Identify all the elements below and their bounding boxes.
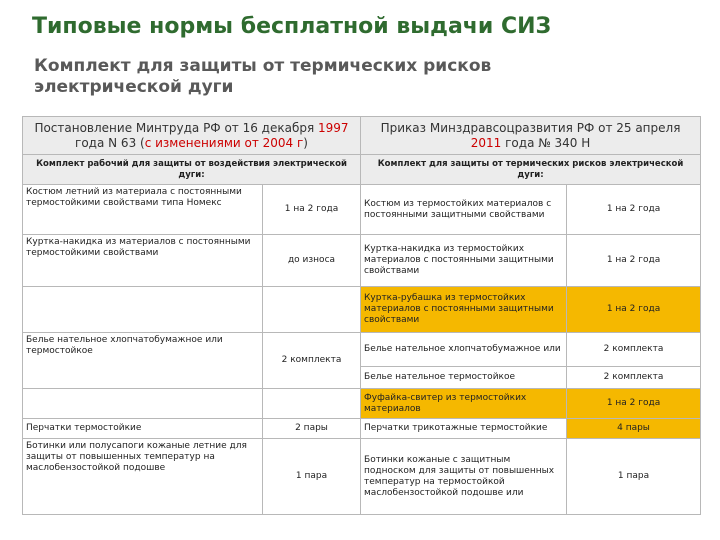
norms-table (22, 116, 701, 515)
left-norm: 1 на 2 года (263, 185, 361, 235)
table-row (23, 439, 701, 515)
right-item: Фуфайка-свитер из термостойких материалов (361, 389, 567, 419)
table-row (23, 419, 701, 439)
right-item: Белье нательное хлопчатобумажное или (361, 333, 567, 367)
left-subheader: Комплект рабочий для защиты от воздействия электрической дуги: (23, 155, 361, 185)
right-item: Куртка-накидка из термостойких материалов с постоянными защитными свойствами (361, 235, 567, 287)
right-norm: 1 на 2 года (567, 185, 701, 235)
table-row (23, 235, 701, 287)
left-item: Белье нательное хлопчатобумажное или термостойкое (23, 333, 263, 389)
right-norm: 1 пара (567, 439, 701, 515)
right-item: Костюм из термостойких материалов с постоянными защитными свойствами (361, 185, 567, 235)
page-subtitle: Комплект для защиты от термических рисков электрической дуги (34, 56, 492, 97)
right-subheader: Комплект для защиты от термических рисков электрической дуги: (361, 155, 701, 185)
right-norm: 1 на 2 года (567, 235, 701, 287)
right-item: Куртка-рубашка из термостойких материалов с постоянными защитными свойствами (361, 287, 567, 333)
left-norm: 2 пары (263, 419, 361, 439)
right-norm: 2 комплекта (567, 333, 701, 367)
left-item: Перчатки термостойкие (23, 419, 263, 439)
right-norm: 1 на 2 года (567, 287, 701, 333)
left-item: Костюм летний из материала с постоянными термостойкими свойствами типа Номекс (23, 185, 263, 235)
right-item: Ботинки кожаные с защитным подноском для защиты от повышенных температур на термостойкой маслобензостойкой подошве или (361, 439, 567, 515)
left-norm: 2 комплекта (263, 333, 361, 389)
right-item: Белье нательное термостойкое (361, 367, 567, 389)
page-title: Типовые нормы бесплатной выдачи СИЗ (32, 14, 552, 39)
right-item: Перчатки трикотажные термостойкие (361, 419, 567, 439)
left-item: Ботинки или полусапоги кожаные летние для защиты от повышенных температур на маслобензостойкой подошве (23, 439, 263, 515)
right-header: Приказ Минздравсоцразвития РФ от 25 апреля 2011 года № 340 Н (361, 117, 701, 155)
left-norm-empty (263, 287, 361, 333)
right-norm: 1 на 2 года (567, 389, 701, 419)
left-norm: 1 пара (263, 439, 361, 515)
left-item-empty (23, 287, 263, 333)
table-row (23, 287, 701, 333)
table-row (23, 389, 701, 419)
left-norm-empty (263, 389, 361, 419)
left-header: Постановление Минтруда РФ от 16 декабря 1997 года N 63 (с изменениями от 2004 г) (23, 117, 361, 155)
table-row (23, 333, 701, 367)
table-row (23, 185, 701, 235)
right-norm: 4 пары (567, 419, 701, 439)
left-norm: до износа (263, 235, 361, 287)
right-norm: 2 комплекта (567, 367, 701, 389)
left-item: Куртка-накидка из материалов с постоянными термостойкими свойствами (23, 235, 263, 287)
left-item-empty (23, 389, 263, 419)
